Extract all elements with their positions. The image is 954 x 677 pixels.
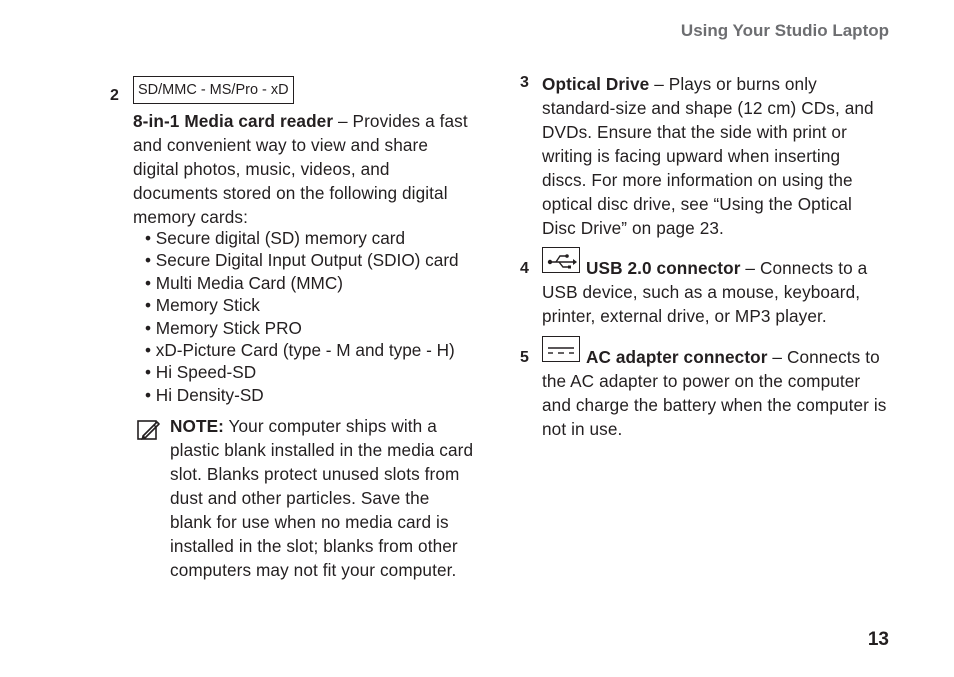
- item-title: USB 2.0 connector: [586, 258, 741, 278]
- list-item: • Hi Speed-SD: [145, 361, 459, 383]
- item-title: Optical Drive: [542, 74, 650, 94]
- ac-adapter-description: [542, 345, 887, 441]
- note-text: Your computer ships with a plastic blank installed in the media card slot. Blanks protect unused slots from dust and other particles. Save the blank for use when no media card is installed in the slot; blanks from other computers may not fit your computer.: [170, 416, 474, 580]
- running-header: Using Your Studio Laptop: [680, 21, 889, 40]
- list-item: • Secure Digital Input Output (SDIO) card: [145, 249, 459, 271]
- item-number: 3: [520, 74, 529, 91]
- item-title: 8-in-1 Media card reader: [133, 111, 334, 131]
- item-description: – Plays or burns only standard-size and shape (12 cm) CDs, and DVDs. Ensure that the side with print or writing is facing upward when inserting discs. For more information on using the optical disc drive, see “Using the Optical Disc Drive” on page 23.: [542, 74, 874, 238]
- list-item: • Memory Stick PRO: [145, 317, 459, 339]
- list-item: • Memory Stick: [145, 294, 459, 316]
- card-slot-label: SD/MMC - MS/Pro - xD: [133, 76, 294, 104]
- list-item: • Hi Density-SD: [145, 384, 459, 406]
- usb-connector-description: [542, 256, 887, 328]
- page-number: 13: [867, 629, 889, 650]
- item-number: 5: [520, 349, 529, 366]
- memory-card-list: [145, 227, 459, 406]
- item-description: – Connects to a USB device, such as a mouse, keyboard, printer, external drive, or MP3 player.: [542, 258, 868, 326]
- list-item: • Secure digital (SD) memory card: [145, 227, 459, 249]
- media-card-reader-description: [133, 109, 473, 229]
- list-item: • Multi Media Card (MMC): [145, 272, 459, 294]
- list-item: • xD-Picture Card (type - M and type - H): [145, 339, 459, 361]
- pencil-note-icon: [137, 418, 161, 442]
- item-description: – Connects to the AC adapter to power on the computer and charge the battery when the computer is not in use.: [542, 347, 887, 439]
- note-block: [170, 414, 475, 582]
- note-label: NOTE:: [170, 416, 224, 436]
- item-title: AC adapter connector: [586, 347, 768, 367]
- item-description: – Provides a fast and convenient way to view and share digital photos, music, videos, and documents stored on the following digital memory cards:: [133, 111, 468, 227]
- item-number: 4: [520, 260, 529, 277]
- item-number: 2: [110, 87, 119, 104]
- optical-drive-description: [542, 72, 887, 240]
